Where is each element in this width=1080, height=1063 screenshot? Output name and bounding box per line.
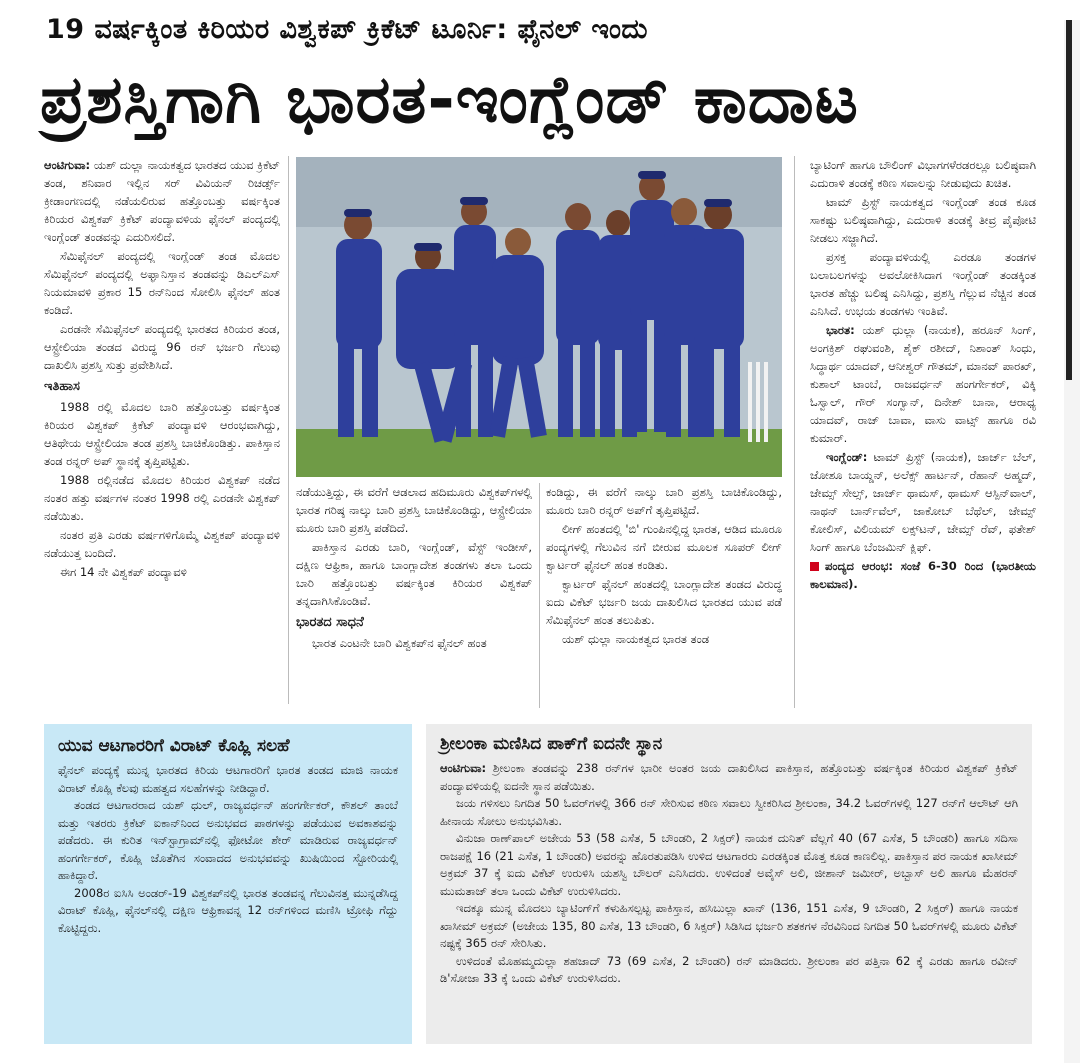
bullet-square-icon bbox=[810, 562, 819, 571]
column-divider bbox=[539, 483, 540, 708]
paragraph: ಜಯ ಗಳಿಸಲು ನಿಗದಿತ 50 ಓವರ್‌ಗಳಲ್ಲಿ 366 ರನ್ ಸೇರಿಸುವ ಕಠಿಣ ಸವಾಲು ಸ್ವೀಕರಿಸಿದ ಶ್ರೀಲಂಕಾ, 34.2 ಓವರ್‌ಗಳಲ್ಲಿ 127 ರನ್‌ಗೆ ಆಲೌಟ್ ಆಗಿ ಹೀನಾಯ ಸೋಲು ಅನುಭವಿಸಿತು. bbox=[440, 796, 1018, 828]
stumps bbox=[748, 362, 768, 442]
subheading-history: ಇತಿಹಾಸ bbox=[44, 379, 80, 394]
paragraph: ನಂತರ ಪ್ರತಿ ಎರಡು ವರ್ಷಗಳಿಗೊಮ್ಮೆ ವಿಶ್ವಕಪ್ ಪಂದ್ಯಾವಳಿ ನಡೆಯುತ್ತ ಬಂದಿದೆ. bbox=[44, 528, 280, 560]
kohli-box-title: ಯುವ ಆಟಗಾರರಿಗೆ ವಿರಾಟ್ ಕೊಹ್ಲಿ ಸಲಹೆ bbox=[58, 736, 290, 756]
england-squad-label: ಇಂಗ್ಲೆಂಡ್: bbox=[826, 450, 868, 464]
paragraph: ಎರಡನೇ ಸೆಮಿಫೈನಲ್ ಪಂದ್ಯದಲ್ಲಿ ಭಾರತದ ಕಿರಿಯರ ತಂಡ, ಆಸ್ಟ್ರೇಲಿಯಾ ತಂಡದ ವಿರುದ್ಧ 96 ರನ್ ಭರ್ಜರಿ ಗೆಲುವು ದಾಖಲಿಸಿ ಪ್ರಶಸ್ತಿ ಸುತ್ತು ಪ್ರವೇಶಿಸಿದೆ. bbox=[44, 322, 280, 372]
paragraph: ಕಂಡಿದ್ದು, ಈ ವರೆಗೆ ನಾಲ್ಕು ಬಾರಿ ಪ್ರಶಸ್ತಿ ಬಾಚಿಕೊಂಡಿದ್ದು, ಮೂರು ಬಾರಿ ರನ್ನರ್ ಅಪ್‌ಗೆ ತೃಪ್ತಿಪಟ್ಟಿದೆ. bbox=[546, 485, 782, 517]
column-1 bbox=[44, 156, 280, 704]
lead-paragraph: ಆಂಟಿಗುವಾ: ಶ್ರೀಲಂಕಾ ತಂಡವನ್ನು 238 ರನ್‌ಗಳ ಭಾರೀ ಅಂತರ ಜಯ ದಾಖಲಿಸಿದ ಪಾಕಿಸ್ತಾನ, ಹತ್ತೊಂಬತ್ತು ವರ್ಷಕ್ಕಿಂತ ಕಿರಿಯರ ವಿಶ್ವಕಪ್ ಕ್ರಿಕೆಟ್ ಪಂದ್ಯಾವಳಿಯಲ್ಲಿ ಐದನೇ ಸ್ಥಾನ ಪಡೆಯಿತು. bbox=[440, 761, 1018, 793]
paragraph: ಟಾಮ್ ಪ್ರಿಸ್ಟ್ ನಾಯಕತ್ವದ ಇಂಗ್ಲೆಂಡ್ ತಂಡ ಕೂಡ ಸಾಕಷ್ಟು ಬಲಿಷ್ಠವಾಗಿದ್ದು, ಎದುರಾಳಿ ತಂಡಕ್ಕೆ ತೀವ್ರ ಪೈಪೋಟಿ ನೀಡಲು ಸಜ್ಜಾಗಿದೆ. bbox=[810, 195, 1036, 245]
paragraph: ಫೈನಲ್ ಪಂದ್ಯಕ್ಕೆ ಮುನ್ನ ಭಾರತದ ಕಿರಿಯ ಆಟಗಾರರಿಗೆ ಭಾರತ ತಂಡದ ಮಾಜಿ ನಾಯಕ ವಿರಾಟ್ ಕೊಹ್ಲಿ ಕೆಲವು ಮಹತ್ವದ ಸಲಹೆಗಳನ್ನು ನೀಡಿದ್ದಾರೆ. bbox=[58, 763, 398, 795]
article-headline: ಪ್ರಶಸ್ತಿಗಾಗಿ ಭಾರತ-ಇಂಗ್ಲೆಂಡ್ ಕಾದಾಟ bbox=[40, 61, 859, 138]
india-squad-label: ಭಾರತ: bbox=[826, 323, 855, 337]
pakistan-box-title: ಶ್ರೀಲಂಕಾ ಮಣಿಸಿದ ಪಾಕ್‌ಗೆ ಐದನೇ ಸ್ಥಾನ bbox=[440, 734, 663, 754]
kohli-advice-box bbox=[44, 724, 412, 1044]
photo-illustration bbox=[296, 157, 782, 477]
paragraph: ಈಗ 14 ನೇ ವಿಶ್ವಕಪ್ ಪಂದ್ಯಾವಳಿ bbox=[60, 565, 187, 579]
column-divider bbox=[794, 156, 795, 708]
paragraph: ಬ್ಯಾಟಿಂಗ್ ಹಾಗೂ ಬೌಲಿಂಗ್ ವಿಭಾಗಗಳೆರಡರಲ್ಲೂ ಬಲಿಷ್ಠವಾಗಿ ಎದುರಾಳಿ ತಂಡಕ್ಕೆ ಕಠಿಣ ಸವಾಲನ್ನು ನೀಡುವುದು ಖಚಿತ. bbox=[810, 158, 1036, 190]
paragraph: ಯಶ್ ಧುಲ್ಲಾ ನಾಯಕತ್ವದ ಭಾರತ ತಂಡ bbox=[562, 632, 710, 646]
column-3 bbox=[546, 483, 782, 708]
match-start-time: ಪಂದ್ಯದ ಆರಂಭ: ಸಂಜೆ 6-30 ರಿಂದ (ಭಾರತೀಯ ಕಾಲಮಾನ). bbox=[810, 559, 1036, 591]
paragraph: ಇದಕ್ಕೂ ಮುನ್ನ ಮೊದಲು ಬ್ಯಾಟಿಂಗ್‌ಗೆ ಕಳುಹಿಸಲ್ಪಟ್ಟ ಪಾಕಿಸ್ತಾನ, ಹಸಿಬುಲ್ಲಾ ಖಾನ್ (136, 151 ಎಸೆತ, 9 ಬೌಂಡರಿ, 2 ಸಿಕ್ಸರ್) ಹಾಗೂ ನಾಯಕ ಖಾಸೀಮ್ ಅಕ್ರಮ್ (ಅಜೇಯ 135, 80 ಎಸೆತ, 13 ಬೌಂಡರಿ, 6 ಸಿಕ್ಸರ್) ಸಿಡಿಸಿದ ಭರ್ಜರಿ ಶತಕಗಳ ನೆರವಿನಿಂದ ನಿಗದಿತ 50 ಓವರ್‌ಗಳಲ್ಲಿ ಮೂರು ವಿಕೆಟ್ ನಷ್ಟಕ್ಕೆ 365 ರನ್ ಸೇರಿಸಿತು. bbox=[440, 901, 1018, 950]
pakistan-fifth-place-box bbox=[426, 724, 1032, 1044]
england-squad: ಇಂಗ್ಲೆಂಡ್: ಟಾಮ್ ಪ್ರಿಸ್ಟ್ (ನಾಯಕ), ಜಾರ್ಜ್ ಬೆಲ್, ಜೋಶೂ ಬಾಯ್ಡನ್, ಅಲೆಕ್ಸ್ ಹಾರ್ಟನ್, ರೆಹಾನ್ ಅಹ್ಮದ್, ಜೇಮ್ಸ್ ಸೇಲ್ಸ್, ಜಾರ್ಜ್ ಥಾಮಸ್, ಥಾಮಸ್ ಆಸ್ಪಿನ್‌ವಾಲ್, ನಾಥನ್ ಬಾರ್ನ್‌ವೆಲ್, ಜಾಕೋಬ್ ಬೆಥೆಲ್, ಜೇಮ್ಸ್ ಕೋಲಿಸ್, ವಿಲಿಯಮ್ ಲಕ್ಸ್‌ಟನ್, ಜೇಮ್ಸ್ ರೆವ್, ಫತೇಶ್ ಸಿಂಗ್ ಹಾಗೂ ಬೆಂಜಮಿನ್ ಕ್ಲಿಫ್. bbox=[810, 450, 1036, 554]
india-squad: ಭಾರತ: ಯಶ್ ಧುಲ್ಲಾ (ನಾಯಕ), ಹರೂನ್ ಸಿಂಗ್, ಅಂಗಕ್ರಿಶ್ ರಘುವಂಶಿ, ಶೈಕ್ ರಶೀದ್, ನಿಶಾಂತ್ ಸಿಂಧು, ಸಿದ್ಧಾರ್ಥ ಯಾದವ್, ಆನೀಶ್ವರ್ ಗೌತಮ್, ಮಾನವ್ ಪಾರಖ್, ಕುಶಾಲ್ ಟಾಂಬೆ, ರಾಜವರ್ಧನ್ ಹಂಗರ್ಗೇಕರ್, ವಿಕ್ಕಿ ಓಸ್ವಾಲ್, ಗೌರ್ ಸಂಗ್ವಾನ್, ದಿನೇಶ್ ಬಾನಾ, ಆರಾಧ್ಯ ಯಾದವ್, ರಾಜ್ ಬಾವಾ, ವಾಸು ವಾಟ್ಸ್ ಹಾಗೂ ರವಿ ಕುಮಾರ್. bbox=[810, 323, 1036, 445]
lead-paragraph: ಆಂಟಿಗುವಾ: ಯಶ್ ದುಲ್ಲಾ ನಾಯಕತ್ವದ ಭಾರತದ ಯುವ ಕ್ರಿಕೆಟ್ ತಂಡ, ಶನಿವಾರ ಇಲ್ಲಿನ ಸರ್ ವಿವಿಯನ್ ರಿಚರ್ಡ್ಸ್ ಕ್ರೀಡಾಂಗಣದಲ್ಲಿ ನಡೆಯಲಿರುವ ಹತ್ತೊಂಬತ್ತು ವರ್ಷಕ್ಕಿಂತ ಕಿರಿಯರ ವಿಶ್ವಕಪ್ ಕ್ರಿಕೆಟ್ ಪಂದ್ಯಾವಳಿಯ ಫೈನಲ್ ಪಂದ್ಯದಲ್ಲಿ ಇಂಗ್ಲೆಂಡ್ ತಂಡವನ್ನು ಎದುರಿಸಲಿದೆ. bbox=[44, 158, 280, 244]
paragraph: ಭಾರತ ಎಂಟನೇ ಬಾರಿ ವಿಶ್ವಕಪ್‌ನ ಫೈನಲ್ ಹಂತ bbox=[312, 636, 487, 650]
paragraph: ಸೆಮಿಫೈನಲ್ ಪಂದ್ಯದಲ್ಲಿ ಇಂಗ್ಲೆಂಡ್ ತಂಡ ಮೊದಲ ಸೆಮಿಫೈನಲ್ ಪಂದ್ಯದಲ್ಲಿ ಅಫ್ಘಾನಿಸ್ತಾನ ತಂಡವನ್ನು ಡಿಎಲ್‌ಎಸ್ ನಿಯಮಾವಳಿ ಪ್ರಕಾರ 15 ರನ್‌ನಿಂದ ಸೋಲಿಸಿ ಫೈನಲ್ ಹಂತ ಕಂಡಿದೆ. bbox=[44, 249, 280, 317]
paragraph: ಲೀಗ್ ಹಂತದಲ್ಲಿ 'ಬಿ' ಗುಂಪಿನಲ್ಲಿದ್ದ ಭಾರತ, ಆಡಿದ ಮೂರೂ ಪಂದ್ಯಗಳಲ್ಲಿ ಗೆಲುವಿನ ನಗೆ ಬೀರುವ ಮೂಲಕ ಸೂಪರ್ ಲೀಗ್ ಕ್ವಾರ್ಟರ್ ಫೈನಲ್ ಹಂತ ಕಂಡಿತು. bbox=[546, 522, 782, 572]
article-kicker: 19 ವರ್ಷಕ್ಕಿಂತ ಕಿರಿಯರ ವಿಶ್ವಕಪ್ ಕ್ರಿಕೆಟ್ ಟೂರ್ನಿ: ಫೈನಲ್ ಇಂದು bbox=[46, 14, 648, 45]
dateline: ಆಂಟಿಗುವಾ: bbox=[440, 761, 487, 775]
paragraph: ಕ್ವಾರ್ಟರ್ ಫೈನಲ್ ಹಂತದಲ್ಲಿ ಬಾಂಗ್ಲಾದೇಶ ತಂಡದ ವಿರುದ್ಧ ಐದು ವಿಕೆಟ್ ಭರ್ಜರಿ ಜಯ ದಾಖಲಿಸಿದ ಭಾರತದ ಯುವ ಪಡೆ ಸೆಮಿಫೈನಲ್ ಹಂತ ತಲುಪಿತು. bbox=[546, 577, 782, 627]
subheading-india-record: ಭಾರತದ ಸಾಧನೆ bbox=[296, 615, 364, 630]
paragraph: ತಂಡದ ಆಟಗಾರರಾದ ಯಶ್ ಧುಲ್, ರಾಜ್ಯವರ್ಧನ್ ಹಂಗರ್ಗೇಕರ್, ಕೌಶಲ್ ತಾಂಬೆ ಮತ್ತು ಇತರರು ಕ್ರಿಕೆಟ್ ಐಕಾನ್‌ನಿಂದ ಅನುಭವದ ಪಾಠಗಳನ್ನು ಪಡೆಯುವ ಅವಕಾಶವನ್ನು ಪಡೆದರು. ಈ ಕುರಿತ ಇನ್‌ಸ್ಟಾಗ್ರಾಮ್‌ನಲ್ಲಿ ಫೋಟೋ ಶೇರ್ ಮಾಡಿರುವ ರಾಜ್ಯವರ್ಧನ್ ಹಂಗರ್ಗೇಕರ್, ಕೊಹ್ಲಿ ಜೊತೆಗಿನ ಸಂವಾದದ ಅನುಭವವನ್ನು ಖುಷಿಯಿಂದ ಸ್ಟೋರಿಯಲ್ಲಿ ಹಾಕಿದ್ದಾರೆ. bbox=[58, 798, 398, 882]
paragraph: ನಡೆಯುತ್ತಿದ್ದು, ಈ ವರೆಗೆ ಆಡಲಾದ ಹದಿಮೂರು ವಿಶ್ವಕಪ್‌ಗಳಲ್ಲಿ ಭಾರತ ಗರಿಷ್ಠ ನಾಲ್ಕು ಬಾರಿ ಪ್ರಶಸ್ತಿ ಬಾಚಿಕೊಂಡಿದ್ದು, ಆಸ್ಟ್ರೇಲಿಯಾ ಮೂರು ಬಾರಿ ಪ್ರಶಸ್ತಿ ಪಡೆದಿದೆ. bbox=[296, 485, 532, 535]
dateline: ಆಂಟಿಗುವಾ: bbox=[44, 158, 91, 172]
paragraph: ಉಳಿದಂತೆ ಮೊಹಮ್ಮದುಲ್ಲಾ ಶಹಜಾದ್ 73 (69 ಎಸೆತ, 2 ಬೌಂಡರಿ) ರನ್ ಮಾಡಿದರು. ಶ್ರೀಲಂಕಾ ಪರ ಪತ್ತಿನಾ 62 ಕ್ಕೆ ಎರಡು ಹಾಗೂ ರವೀನ್ ಡಿ'ಸೋಜಾ 33 ಕ್ಕೆ ಒಂದು ವಿಕೆಟ್ ಉರುಳಿಸಿದರು. bbox=[440, 953, 1018, 985]
paragraph: 2008ರ ಐಸಿಸಿ ಅಂಡರ್-19 ವಿಶ್ವಕಪ್‌ನಲ್ಲಿ ಭಾರತ ತಂಡವನ್ನ ಗೆಲುವಿನತ್ತ ಮುನ್ನಡೆಸಿದ್ದ ವಿರಾಟ್ ಕೊಹ್ಲಿ, ಫೈನಲ್‌ನಲ್ಲಿ ದಕ್ಷಿಣ ಆಫ್ರಿಕಾವನ್ನ 12 ರನ್‌ಗಳಿಂದ ಮಣಿಸಿ ಟ್ರೋಫಿ ಗೆದ್ದು ಕೊಟ್ಟಿದ್ದರು. bbox=[58, 885, 398, 935]
kohli-box-text bbox=[58, 762, 398, 937]
paragraph: ವಿನುಜಾ ರಾಣ್‌ಪಾಲ್ ಅಜೇಯ 53 (58 ಎಸೆತ, 5 ಬೌಂಡರಿ, 2 ಸಿಕ್ಸರ್) ನಾಯಕ ದುನಿತ್ ವೆಲ್ಲಗೆ 40 (67 ಎಸೆತ, 5 ಬೌಂಡರಿ) ಹಾಗೂ ಸದಿಸಾ ರಾಜಪಕ್ಷೆ 16 (21 ಎಸೆತ, 1 ಬೌಂಡರಿ) ಅವರನ್ನು ಹೊರತುಪಡಿಸಿ ಉಳಿದ ಆಟಗಾರರು ಎರಡಕ್ಕಿಂತ ಮೊತ್ತ ಕೂಡ ಕಾಣಲಿಲ್ಲ. ಪಾಕಿಸ್ತಾನ ಪರ ನಾಯಕ ಖಾಸೀಮ್ ಅಕ್ರಮ್ 37 ಕ್ಕೆ ಐದು ವಿಕೆಟ್ ಉರುಳಿಸಿ ಯಶಸ್ವಿ ಬೌಲರ್ ಎನಿಸಿದರು. ಉಳಿದಂತೆ ಅವೈಸ್ ಅಲಿ, ಜೀಶಾನ್ ಜಮೀರ್, ಅಬ್ಬಾಸ್ ಅಲಿ ಹಾಗೂ ಮೆಹರನ್ ಮುಮತಾಜ್ ತಲಾ ಒಂದು ವಿಕೆಟ್ ಉರುಳಿಸಿದರು. bbox=[440, 831, 1018, 898]
paragraph: 1988 ರಲ್ಲಿನಡೆದ ಮೊದಲ ಕಿರಿಯರ ವಿಶ್ವಕಪ್ ನಡೆದ ನಂತರ ಹತ್ತು ವರ್ಷಗಳ ನಂತರ 1998 ರಲ್ಲಿ ಎರಡನೇ ವಿಶ್ವಕಪ್ ನಡೆಯಿತು. bbox=[44, 473, 280, 523]
column-divider bbox=[288, 156, 289, 704]
adjacent-page-image-edge bbox=[1066, 20, 1072, 380]
pakistan-box-text bbox=[440, 760, 1018, 988]
paragraph: ಪ್ರಸಕ್ತ ಪಂದ್ಯಾವಳಿಯಲ್ಲಿ ಎರಡೂ ತಂಡಗಳ ಬಲಾಬಲಗಳನ್ನು ಅವಲೋಕಿಸಿದಾಗ ಇಂಗ್ಲೆಂಡ್ ತಂಡಕ್ಕಿಂತ ಭಾರತ ಹೆಚ್ಚು ಬಲಿಷ್ಠ ಎನಿಸಿದ್ದು, ಪ್ರಶಸ್ತಿ ಗೆಲ್ಲುವ ನೆಚ್ಚಿನ ತಂಡ ಎನಿಸಿದೆ. ಉಭಯ ತಂಡಗಳು ಇಂತಿವೆ. bbox=[810, 250, 1036, 318]
column-2 bbox=[296, 483, 532, 708]
paragraph: ಪಾಕಿಸ್ತಾನ ಎರಡು ಬಾರಿ, ಇಂಗ್ಲೆಂಡ್, ವೆಸ್ಟ್ ಇಂಡೀಸ್, ದಕ್ಷಿಣ ಆಫ್ರಿಕಾ, ಹಾಗೂ ಬಾಂಗ್ಲಾದೇಶ ತಂಡಗಳು ತಲಾ ಒಂದು ಬಾರಿ ಹತ್ತೊಂಬತ್ತು ವರ್ಷಕ್ಕಿಂತ ಕಿರಿಯರ ವಿಶ್ವಕಪ್ ತನ್ನದಾಗಿಸಿಕೊಂಡಿವೆ. bbox=[296, 540, 532, 608]
column-4 bbox=[810, 156, 1036, 714]
paragraph: 1988 ರಲ್ಲಿ ಮೊದಲ ಬಾರಿ ಹತ್ತೊಂಬತ್ತು ವರ್ಷಕ್ಕಿಂತ ಕಿರಿಯರ ವಿಶ್ವಕಪ್ ಕ್ರಿಕೆಟ್ ಪಂದ್ಯಾವಳಿ ಆರಂಭವಾಗಿದ್ದು, ಆತಿಥೇಯ ಆಸ್ಟ್ರೇಲಿಯಾ ತಂಡ ಪ್ರಶಸ್ತಿ ಬಾಚಿಕೊಂಡಿತ್ತು. ಪಾಕಿಸ್ತಾನ ತಂಡ ರನ್ನರ್ ಅಪ್ ಸ್ಥಾನಕ್ಕೆ ತೃಪ್ತಿಪಟ್ಟಿತು. bbox=[44, 400, 280, 468]
team-celebration-photo bbox=[296, 157, 782, 477]
